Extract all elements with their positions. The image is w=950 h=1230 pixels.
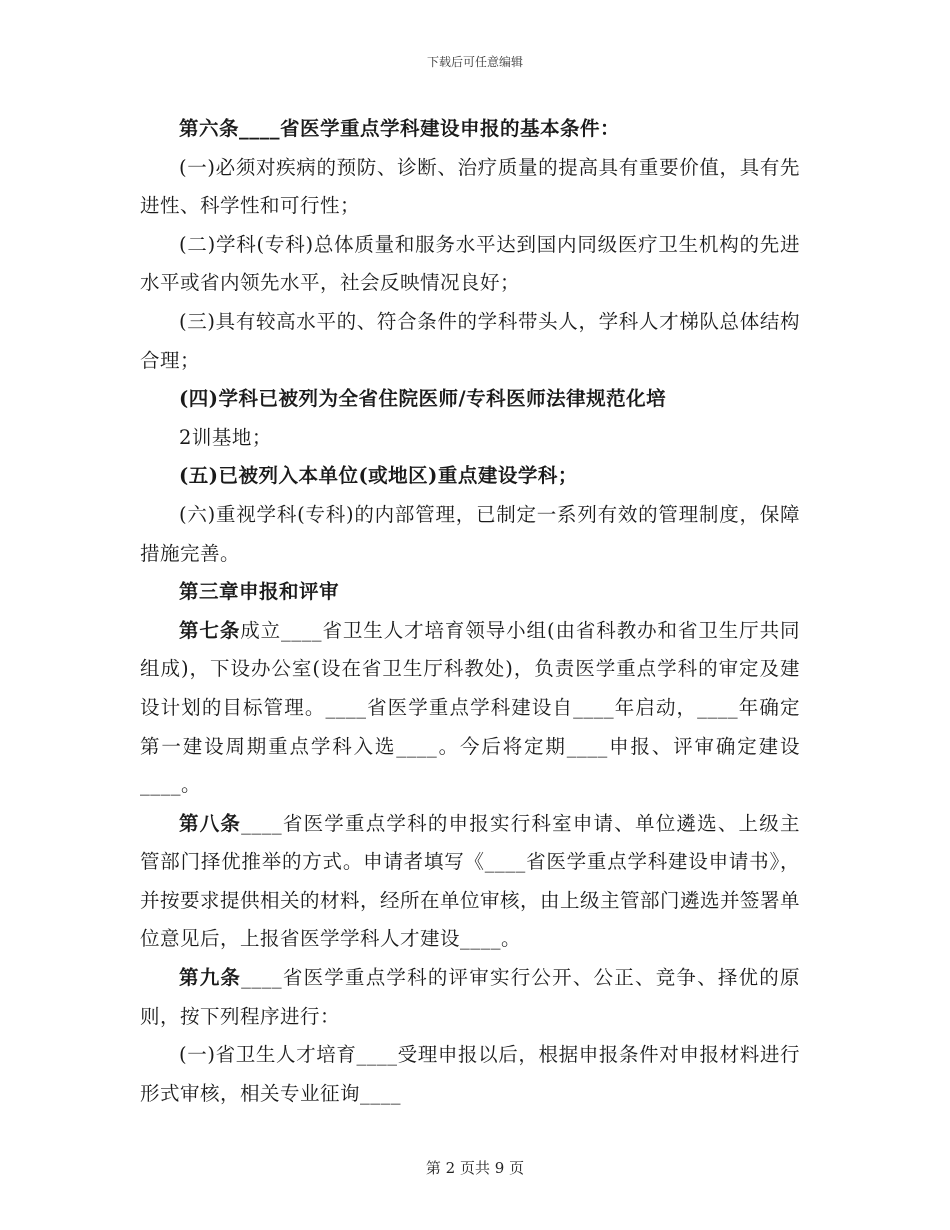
page-footer: 第 2 页共 9 页	[425, 1159, 525, 1177]
condition-2: (二)学科(专科)总体质量和服务水平达到国内同级医疗卫生机构的先进水平或省内领先水平，社会反映情况良好；	[140, 232, 800, 295]
article-8	[140, 805, 800, 959]
condition-1: (一)必须对疾病的预防、诊断、治疗质量的提高具有重要价值，具有先进性、科学性和可行性；	[140, 155, 800, 218]
document-body	[140, 110, 800, 1113]
article-6-heading: 第六条____省医学重点学科建设申报的基本条件：	[179, 117, 621, 140]
article-8-text: ____省医学重点学科的申报实行科室申请、单位遴选、上级主管部门择优推举的方式。申请者填写《____省医学重点学科建设申请书》，并按要求提供相关的材料，经所在单位审核，由上级主管部门遴选并签署单位意见后，上报省医学学科人才建设____。	[140, 811, 801, 951]
page-header: 下载后可任意编辑	[426, 55, 523, 69]
article-7-label: 第七条	[179, 618, 241, 642]
procedure-1: (一)省卫生人才培育____受理申报以后，根据申报条件对申报材料进行形式审核，相关专业征询____	[140, 1043, 800, 1105]
article-7	[140, 612, 800, 805]
chapter-3-heading: 第三章申报和评审	[179, 580, 340, 604]
article-9-text: ____省医学重点学科的评审实行公开、公正、竞争、择优的原则，按下列程序进行：	[140, 966, 800, 1028]
article-7-text: 成立____省卫生人才培育领导小组(由省科教办和省卫生厅共同组成)，下设办公室(设在省卫生厅科教处)，负责医学重点学科的审定及建设计划的目标管理。____省医学重点学科建设自____年启动，____年确定第一建设周期重点学科入选____。今后将定期____申报、评审确定建设____。	[140, 618, 800, 797]
condition-4: (四)学科已被列为全省住院医师/专科医师法律规范化培	[179, 387, 667, 411]
article-8-label: 第八条	[179, 811, 242, 835]
condition-6: (六)重视学科(专科)的内部管理，已制定一系列有效的管理制度，保障措施完善。	[140, 502, 800, 565]
condition-3: (三)具有较高水平的、符合条件的学科带头人，学科人才梯队总体结构合理；	[140, 309, 800, 372]
article-9-label: 第九条	[179, 966, 242, 990]
condition-5: (五)已被列入本单位(或地区)重点建设学科；	[179, 464, 578, 488]
article-9	[140, 959, 800, 1036]
condition-4-continued: 2训基地；	[179, 425, 272, 449]
